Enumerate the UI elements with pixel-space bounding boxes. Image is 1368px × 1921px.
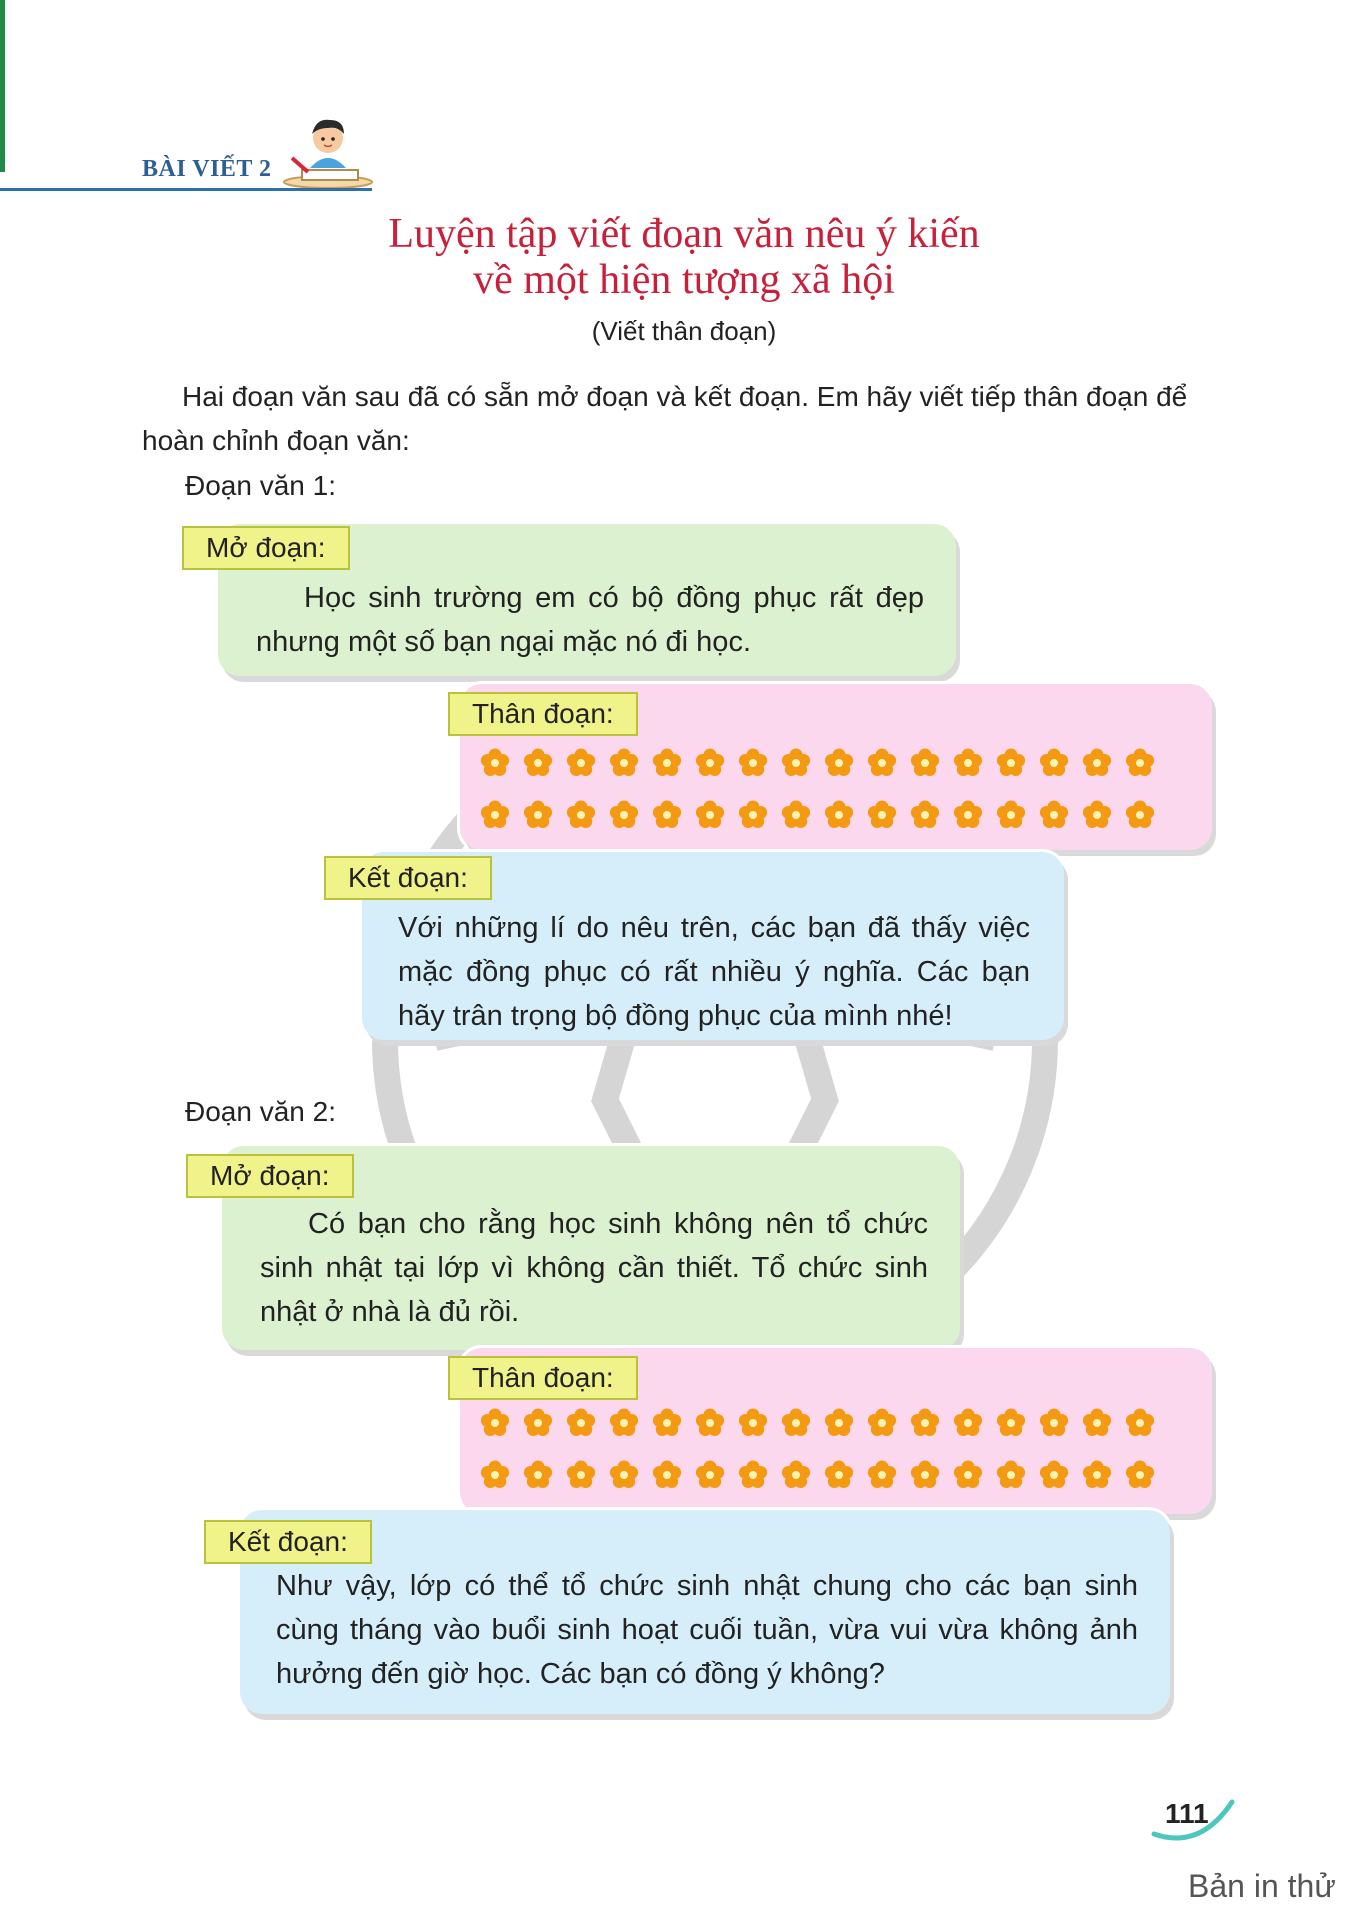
- flower-icon: [824, 800, 854, 830]
- flower-icon: [1039, 1460, 1069, 1490]
- flower-icon: [1082, 748, 1112, 778]
- flower-icon: [953, 1408, 983, 1438]
- draft-label: Bản in thử: [1188, 1868, 1336, 1904]
- flower-icon: [652, 800, 682, 830]
- paragraph-2-placeholder-flowers: [480, 1408, 1200, 1512]
- writing-kid-icon: [282, 110, 374, 190]
- flower-icon: [1125, 800, 1155, 830]
- flower-icon: [609, 1460, 639, 1490]
- flower-icon: [738, 1460, 768, 1490]
- flower-icon: [695, 800, 725, 830]
- flower-icon: [523, 748, 553, 778]
- flower-icon: [480, 1408, 510, 1438]
- flower-icon: [1039, 800, 1069, 830]
- flower-icon: [996, 1408, 1026, 1438]
- flower-icon: [910, 748, 940, 778]
- flower-icon: [695, 748, 725, 778]
- flower-icon: [824, 1460, 854, 1490]
- flower-icon: [1082, 1460, 1112, 1490]
- flower-icon: [652, 1408, 682, 1438]
- intro-paragraph: [142, 375, 1242, 463]
- paragraph-1-body-tag: Thân đoạn:: [448, 692, 638, 736]
- flower-icon: [910, 1460, 940, 1490]
- paragraph-1-label: Đoạn văn 1:: [185, 470, 336, 501]
- flower-icon: [953, 748, 983, 778]
- flower-icon: [953, 800, 983, 830]
- paragraph-2-open-text: Có bạn cho rằng học sinh không nên tổ chức sinh nhật tại lớp vì không cần thiết. Tổ chức sinh nhật ở nhà là đủ rồi.: [260, 1208, 928, 1328]
- flower-icon: [738, 748, 768, 778]
- intro-line-1: Hai đoạn văn sau đã có sẵn mở đoạn và kết đoạn. Em hãy viết tiếp thân đoạn để: [182, 381, 1188, 412]
- flower-icon: [1125, 1408, 1155, 1438]
- flower-icon: [867, 800, 897, 830]
- flower-icon: [996, 748, 1026, 778]
- flower-icon: [867, 1408, 897, 1438]
- flower-icon: [910, 800, 940, 830]
- flower-icon: [566, 1460, 596, 1490]
- page-number: 111: [1165, 1798, 1209, 1829]
- flower-icon: [695, 1408, 725, 1438]
- flower-icon: [867, 748, 897, 778]
- paragraph-2-close-box: [240, 1510, 1170, 1714]
- flower-icon: [480, 800, 510, 830]
- intro-line-2: hoàn chỉnh đoạn văn:: [142, 425, 410, 456]
- flower-icon: [1039, 748, 1069, 778]
- flower-icon: [609, 748, 639, 778]
- subtitle: (Viết thân đoạn): [591, 316, 777, 346]
- flower-icon: [824, 1408, 854, 1438]
- flower-icon: [1082, 800, 1112, 830]
- flower-icon: [523, 1408, 553, 1438]
- paragraph-2-body-tag: Thân đoạn:: [448, 1356, 638, 1400]
- flower-icon: [781, 748, 811, 778]
- flower-icon: [695, 1460, 725, 1490]
- flower-icon: [480, 1460, 510, 1490]
- flower-icon: [1082, 1408, 1112, 1438]
- flower-icon: [480, 748, 510, 778]
- flower-icon: [738, 800, 768, 830]
- paragraph-1-open-text: Học sinh trường em có bộ đồng phục rất đẹp nhưng một số bạn ngại mặc nó đi học.: [256, 582, 924, 658]
- paragraph-1-placeholder-flowers: [480, 748, 1200, 852]
- paragraph-2-label: Đoạn văn 2:: [185, 1096, 336, 1127]
- flower-icon: [652, 748, 682, 778]
- flower-icon: [953, 1460, 983, 1490]
- flower-icon: [996, 1460, 1026, 1490]
- flower-icon: [1039, 1408, 1069, 1438]
- flower-icon: [566, 1408, 596, 1438]
- paragraph-1-close-tag: Kết đoạn:: [324, 856, 492, 900]
- paragraph-2-open-tag: Mở đoạn:: [186, 1154, 354, 1198]
- flower-icon: [523, 1460, 553, 1490]
- title-line-2: về một hiện tượng xã hội: [473, 257, 895, 303]
- flower-icon: [738, 1408, 768, 1438]
- paragraph-2-close-tag: Kết đoạn:: [204, 1520, 372, 1564]
- flower-icon: [652, 1460, 682, 1490]
- flower-icon: [523, 800, 553, 830]
- header-rule: [0, 188, 372, 191]
- paragraph-1-close-text: Với những lí do nêu trên, các bạn đã thấy việc mặc đồng phục có rất nhiều ý nghĩa. Các bạn hãy trân trọng bộ đồng phục của mình nhé!: [398, 912, 1030, 1032]
- paragraph-1-open-tag: Mở đoạn:: [182, 526, 350, 570]
- title-line-1: Luyện tập viết đoạn văn nêu ý kiến: [388, 211, 980, 257]
- flower-icon: [824, 748, 854, 778]
- flower-icon: [566, 800, 596, 830]
- page-edge-bar: [0, 0, 5, 172]
- flower-icon: [1125, 1460, 1155, 1490]
- flower-icon: [996, 800, 1026, 830]
- section-label: BÀI VIẾT 2: [142, 156, 272, 182]
- flower-icon: [609, 1408, 639, 1438]
- flower-icon: [1125, 748, 1155, 778]
- flower-icon: [781, 1460, 811, 1490]
- paragraph-2-close-text: Như vậy, lớp có thể tổ chức sinh nhật chung cho các bạn sinh cùng tháng vào buổi sinh hoạt cuối tuần, vừa vui vừa không ảnh hưởng đến giờ học. Các bạn có đồng ý không?: [276, 1570, 1138, 1690]
- flower-icon: [609, 800, 639, 830]
- flower-icon: [910, 1408, 940, 1438]
- flower-icon: [781, 1408, 811, 1438]
- flower-icon: [867, 1460, 897, 1490]
- flower-icon: [781, 800, 811, 830]
- flower-icon: [566, 748, 596, 778]
